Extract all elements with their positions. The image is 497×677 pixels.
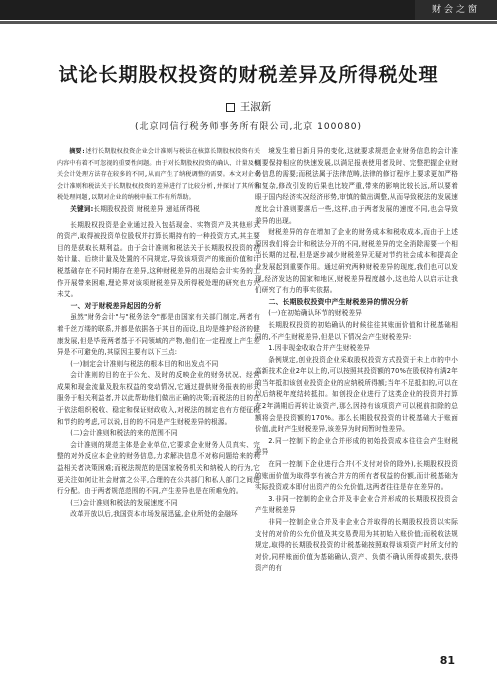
right-column [255, 146, 458, 575]
section-heading: 一、对于财税差异起因的分析 [70, 301, 162, 310]
abstract-text: 述行长期股权投资企业会计准则与税法在核算长期股权投资有关内容中有着不可忽视的重要性问题。由于对长期股权投资的确认、计量及相关会计处理方法存在较多的不同,从而产生了纳税调整的需要。本文对企业会计准则和税法关于长期股权投资的差异进行了比较分析,并探讨了其所得税处理问题,以期对企业的纳税申报工作有所帮助。 [57, 148, 261, 202]
header-stripe [0, 21, 497, 24]
subsection-heading: (一)在初始确认环节的财税差异 [268, 309, 363, 318]
affiliation: (北京同信行税务师事务所有限公司,北京 100080) [134, 122, 363, 132]
body-paragraph: 条例规定,创业投资企业采取股权投资方式投资于未上市的中小高新技术企业2年以上的,可以按照其投资额的70%在股权持有满2年的当年抵扣该创业投资企业的应纳税所得额;当年不足抵扣的,可以在以后纳税年度结转抵扣。如创投企业进行了这类企业的投资并打算在2年满期后再转让该资产,那么因持有该项资产可以税前扣除的总额将会是投资额的170%。那么长期股权投资的计税基础大于账面价值,此时产生财税差异,该差异为时间暂时性差异。 [255, 355, 458, 434]
keywords-text: 长期股权投资 财税差异 递延所得税 [93, 204, 200, 213]
body-paragraph: 会计准则的规范主体是企业单位,它要求企业财务人员真实、完整的对外反应本企业的财务信息,力求解决信息不对称问题给来的利益相关者决策困难;而税法规范的是国家税务机关和纳税人的行为,它更关注如何让社会财富之公平,合理的在公共部门和私人部门之间进行分配。由于两者规范范围的不同,产生差异也是在所难免的。 [57, 440, 260, 496]
header-bar [0, 0, 497, 40]
body-paragraph: 会计准则的目的在于公允、及时的反映企业的财务状况、经营成果和现金流量及股东权益的变动情况,它通过提供财务报表的形式服务于相关利益者,并以此帮助他们做出正确的决策;而税法的目的在于依法组织税收、稳定和保证财政收入,对税法的制定也有方便征税和节约的考虑,可以说,目的的不同是产生财税差异的根源。 [57, 371, 260, 426]
body-paragraph: 改革开放以后,我国资本市场发展迅猛,企业所处的金融环 [70, 510, 238, 519]
body-paragraph: 境发生着日新月异的变化,这就要求规范企业财务信息的会计准则要保持相应的快速发展,以满足报表使用者及时、完整把握企业财务信息的需要;而税法属于法律范畴,法律的修订程序上要求更加严格和复杂,修改引发的后果也比较严重,带来的影响比较长远,所以要着眼于国内经济实况经济形势,审慎的做出调整,从而导致税法的发展速度比会计准则要落后一些,这样,由于两者发展的速度不同,也会导致差异的出现。 [255, 147, 458, 225]
body-paragraph: 1.因非现金收取合并产生财税差异 [268, 344, 370, 353]
body-paragraph: 虽然"财务会计"与"税务法令"都是由国家有关部门制定,两者有着千丝万缕的联系,并都是依据各于其目的而设,且均是维护经济的健康发展,但是毕竟两者基于不同领域的产物,他们在一定程度上产生差异是不可避免的,其原因主要有以下三点: [57, 313, 260, 357]
body-paragraph: 2.同一控制下的企业合并形成的初始投资成本往往会产生财税差异 [255, 436, 458, 457]
subsection-heading: (二)会计准则和税法的来的范围不同 [70, 429, 178, 438]
author-line [0, 99, 497, 114]
body-paragraph: 3.非同一控制的企业合并及非企业合并形成的长期股权投资会产生财税差异 [255, 494, 458, 515]
author-box-icon [226, 103, 235, 112]
abstract-label: 摘要: [69, 148, 86, 155]
left-column [57, 146, 260, 521]
keywords [57, 204, 260, 216]
keywords-label: 关键词: [70, 204, 94, 213]
section-label: 财会之窗 [415, 0, 497, 20]
body-paragraph: 非同一控制企业合并及非企业合并取得的长期股权投资以实际支付的对价的公允价值及其交易费用为其初始入账价值;而税收法规规定,取得的长期股权投资的计税基础按照取得该项资产时所支付的对价,同样账面价值为基础确认,资产、负债不确认所得或损失,获得资产的有 [255, 518, 458, 573]
header-dark-band [0, 0, 415, 20]
subsection-heading: (一)制定会计准则与税法的根本目的和出发点不同 [70, 359, 219, 368]
body-paragraph: 在同一控制下企业进行合并(不支付对价的除外),长期股权投资的账面价值为取得享有被合并方的所有者权益的份额,而计税基础为实际投资或本即付出资产的公允价值,这两者往往是存在差异的。 [255, 460, 458, 492]
author-name: 王淑新 [239, 101, 272, 113]
section-heading: 二、长期股权投资中产生财税差异的情况分析 [268, 297, 409, 306]
subsection-heading: (三)会计准则和税法的发展速度不同 [70, 498, 178, 507]
body-paragraph: 长期股权投资是企业通过投入包括现金、实物资产及其他形式的资产,取得被投资单位股权并打算长期持有的一种投资方式,其主要目的是获取长期利益。由于会计准则和税法关于长期股权投资的初始计量、后续计量及处置的不同规定,导致该项资产的账面价值和计税基础存在不同时期存在差异,这种财税差异的出现给会计实务的工作开展带来困难,理论界对该项财税差异及所得税处理的研究也方兴未艾。 [57, 220, 260, 299]
abstract [57, 146, 260, 204]
page-number: 81 [439, 654, 455, 667]
body-paragraph: 长期股权投资的初始确认的时候往往其账面价值和计税基础相同的,不产生财税差异,但是以下情况会产生财税差异: [255, 320, 458, 341]
article-title: 试论长期股权投资的财税差异及所得税处理 [58, 64, 439, 86]
body-paragraph: 财税差异的存在增加了企业的财务成本和税收成本,而由于上述原因我们将会计和税法分开的不同,财税差异的完全消除需要一个相当长期的过程,但是逐步减少财税差异无疑对节约社会成本和提高企业发展起到重要作用。通过研究两种财税差异的现度,我们也可以发现,经济发达的国家和地区,财税差异程度越小,这也给人以启示让我们研究了有力的事实依据。 [255, 228, 458, 295]
